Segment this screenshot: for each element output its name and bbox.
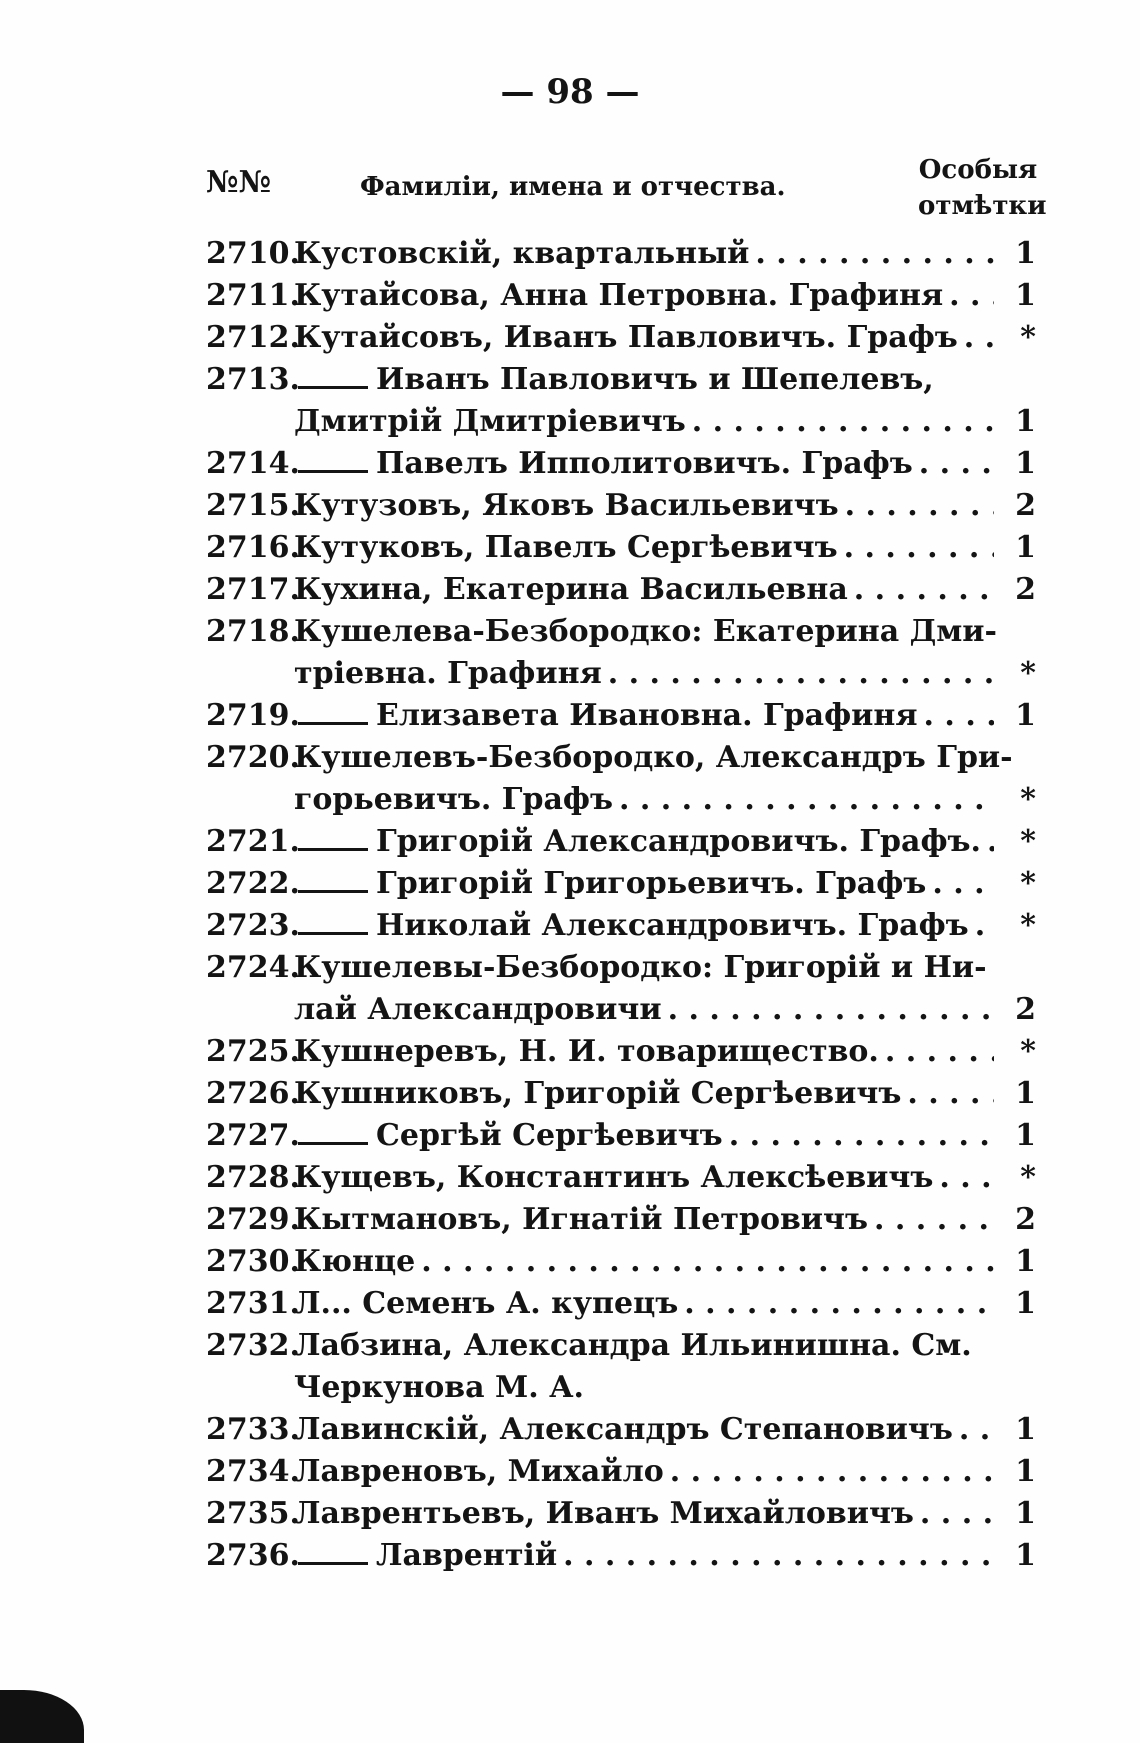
list-item: [206, 947, 1036, 1031]
entry-line: [206, 1157, 1036, 1199]
entry-line: [206, 1409, 1036, 1451]
entry-number: 2731.: [206, 1286, 300, 1321]
list-item: [206, 1241, 1036, 1283]
entry-mark: 1: [1015, 698, 1036, 733]
entry-line: [206, 443, 1036, 485]
entry-line: [206, 1031, 1036, 1073]
entry-number: 2711.: [206, 278, 300, 313]
entry-name: Кушелевы-Безбородко: Григорій и Ни-: [294, 950, 987, 985]
list-item: [206, 821, 1036, 863]
entry-line: [206, 527, 1036, 569]
leader-dots: [959, 1409, 994, 1451]
entry-name: Кюнце: [294, 1244, 416, 1279]
leader-dots: [987, 821, 994, 863]
entry-number: 2727.: [206, 1118, 300, 1153]
entry-line: [206, 695, 1036, 737]
entry-number: 2721.: [206, 824, 300, 859]
entry-name: Лабзина, Александра Ильинишна. См.: [294, 1328, 972, 1363]
entry-number: 2723.: [206, 908, 300, 943]
leader-dots: [729, 1115, 994, 1157]
entry-mark: *: [1020, 1034, 1036, 1069]
entry-mark: 1: [1015, 404, 1036, 439]
list-item: [206, 1115, 1036, 1157]
entry-line: [206, 569, 1036, 611]
entry-mark: 1: [1015, 1286, 1036, 1321]
leader-dots: [919, 443, 994, 485]
header-number-column: №№: [206, 165, 272, 200]
list-item: [206, 905, 1036, 947]
header-marks-line2: отмѣтки: [918, 191, 1047, 221]
leader-dots: [920, 1493, 994, 1535]
list-item: [206, 1535, 1036, 1577]
page-number: — 98 —: [500, 72, 640, 112]
leader-dots: [668, 989, 994, 1031]
entry-mark: 2: [1015, 572, 1036, 607]
entry-number: 2714.: [206, 446, 300, 481]
list-item: [206, 1031, 1036, 1073]
leader-dots: [924, 695, 994, 737]
entry-name: Л... Семенъ А. купецъ: [294, 1286, 679, 1321]
list-item: [206, 275, 1036, 317]
entry-number: 2728.: [206, 1160, 300, 1195]
ditto-dash: [298, 722, 368, 725]
entry-number: 2724.: [206, 950, 300, 985]
header-marks-column: [918, 152, 1047, 224]
entry-name: Лаврентій: [376, 1538, 558, 1573]
list-item: [206, 359, 1036, 443]
entry-name: Кутуковъ, Павелъ Сергѣевичъ: [294, 530, 838, 565]
entry-mark: *: [1020, 908, 1036, 943]
entry-line: [206, 1241, 1036, 1283]
entry-line: [206, 485, 1036, 527]
entry-number: 2730.: [206, 1244, 300, 1279]
entry-line: [206, 947, 1036, 989]
entry-name: Кушнеревъ, Н. И. товарищество.: [294, 1034, 879, 1069]
entry-line: [206, 1493, 1036, 1535]
entry-number: 2713.: [206, 362, 300, 397]
entry-line: [206, 989, 1036, 1031]
entry-name: Николай Александровичъ. Графъ: [376, 908, 969, 943]
entry-number: 2726.: [206, 1076, 300, 1111]
entry-number: 2733.: [206, 1412, 300, 1447]
entry-name: Лавреновъ, Михайло: [294, 1454, 664, 1489]
entry-name: Дмитрій Дмитріевичъ: [294, 404, 686, 439]
entry-name: Кутайсовъ, Иванъ Павловичъ. Графъ: [294, 320, 958, 355]
leader-dots: [949, 275, 994, 317]
entry-mark: 1: [1015, 1454, 1036, 1489]
entry-number: 2719.: [206, 698, 300, 733]
entry-line: [206, 863, 1036, 905]
scan-blot: [0, 1690, 84, 1743]
ditto-dash: [298, 1562, 368, 1565]
entry-mark: 2: [1015, 992, 1036, 1027]
list-item: [206, 1451, 1036, 1493]
ditto-dash: [298, 470, 368, 473]
list-item: [206, 1073, 1036, 1115]
leader-dots: [608, 653, 994, 695]
list-item: [206, 527, 1036, 569]
entry-mark: *: [1020, 782, 1036, 817]
entry-number: 2710.: [206, 236, 300, 271]
list-item: [206, 1283, 1036, 1325]
leader-dots: [844, 527, 994, 569]
entry-number: 2715.: [206, 488, 300, 523]
leader-dots: [619, 779, 994, 821]
entry-name: Кушниковъ, Григорій Сергѣевичъ: [294, 1076, 902, 1111]
entry-name: Кутузовъ, Яковъ Васильевичъ: [294, 488, 839, 523]
entry-number: 2729.: [206, 1202, 300, 1237]
list-item: [206, 737, 1036, 821]
list-item: [206, 443, 1036, 485]
entry-line: [206, 737, 1036, 779]
entry-name: Лаврентьевъ, Иванъ Михайловичъ: [294, 1496, 914, 1531]
entry-name: Сергѣй Сергѣевичъ: [376, 1118, 723, 1153]
entry-line: [206, 359, 1036, 401]
header-name-column: Фамиліи, имена и отчества.: [360, 172, 786, 202]
entry-name: Лавинскій, Александръ Степановичъ: [294, 1412, 953, 1447]
entry-name: Кухина, Екатерина Васильевна: [294, 572, 848, 607]
entry-number: 2722.: [206, 866, 300, 901]
entry-name: Григорій Григорьевичъ. Графъ: [376, 866, 927, 901]
entry-mark: 1: [1015, 1412, 1036, 1447]
ditto-dash: [298, 932, 368, 935]
entry-line: [206, 401, 1036, 443]
entry-name: Кушелева-Безбородко: Екатерина Дми-: [294, 614, 998, 649]
entry-mark: 1: [1015, 1496, 1036, 1531]
list-item: [206, 1409, 1036, 1451]
leader-dots: [684, 1283, 994, 1325]
entry-mark: *: [1020, 1160, 1036, 1195]
entry-line: [206, 1115, 1036, 1157]
leader-dots: [964, 317, 994, 359]
entry-number: 2720.: [206, 740, 300, 775]
entry-name: лай Александровичи: [294, 992, 662, 1027]
entry-number: 2734.: [206, 1454, 300, 1489]
leader-dots: [845, 485, 994, 527]
entry-line: [206, 317, 1036, 359]
entry-number: 2717.: [206, 572, 300, 607]
list-item: [206, 1493, 1036, 1535]
entry-mark: 1: [1015, 278, 1036, 313]
entry-name: Кущевъ, Константинъ Алексѣевичъ: [294, 1160, 934, 1195]
entry-name: Кустовскій, квартальный: [294, 236, 750, 271]
entry-name: Григорій Александровичъ. Графъ.: [376, 824, 981, 859]
entry-line: [206, 1325, 1036, 1367]
entry-number: 2725.: [206, 1034, 300, 1069]
list-item: [206, 611, 1036, 695]
entry-mark: 1: [1015, 1076, 1036, 1111]
entry-line: [206, 275, 1036, 317]
list-item: [206, 863, 1036, 905]
ditto-dash: [298, 386, 368, 389]
leader-dots: [421, 1241, 994, 1283]
leader-dots: [975, 905, 994, 947]
entry-line: [206, 1367, 1036, 1409]
list-item: [206, 485, 1036, 527]
entry-name: Елизавета Ивановна. Графиня: [376, 698, 918, 733]
entry-mark: *: [1020, 656, 1036, 691]
entry-mark: 1: [1015, 1244, 1036, 1279]
entry-line: [206, 1073, 1036, 1115]
leader-dots: [563, 1535, 994, 1577]
entry-number: 2712.: [206, 320, 300, 355]
entry-mark: 2: [1015, 488, 1036, 523]
leader-dots: [907, 1073, 994, 1115]
entry-line: [206, 233, 1036, 275]
entry-name: Кытмановъ, Игнатій Петровичъ: [294, 1202, 869, 1237]
leader-dots: [854, 569, 994, 611]
entry-line: [206, 653, 1036, 695]
entry-mark: 1: [1015, 236, 1036, 271]
entry-number: 2716.: [206, 530, 300, 565]
entry-number: 2718.: [206, 614, 300, 649]
entry-line: [206, 1283, 1036, 1325]
entry-name: Кутайсова, Анна Петровна. Графиня: [294, 278, 944, 313]
entry-line: [206, 779, 1036, 821]
entry-number: 2732.: [206, 1328, 300, 1363]
list-item: [206, 1325, 1036, 1409]
entry-number: 2735.: [206, 1496, 300, 1531]
entry-line: [206, 1535, 1036, 1577]
leader-dots: [874, 1199, 994, 1241]
entry-line: [206, 611, 1036, 653]
list-item: [206, 233, 1036, 275]
ditto-dash: [298, 1142, 368, 1145]
list-item: [206, 317, 1036, 359]
entry-name: Павелъ Ипполитовичъ. Графъ: [376, 446, 913, 481]
ditto-dash: [298, 848, 368, 851]
leader-dots: [885, 1031, 994, 1073]
header-marks-line1: Особыя: [918, 155, 1038, 185]
entry-mark: *: [1020, 866, 1036, 901]
entry-name: Иванъ Павловичъ и Шепелевъ,: [376, 362, 934, 397]
list-item: [206, 1157, 1036, 1199]
ditto-dash: [298, 890, 368, 893]
entry-line: [206, 821, 1036, 863]
entry-name: Кушелевъ-Безбородко, Александръ Гри-: [294, 740, 1013, 775]
entry-mark: 1: [1015, 530, 1036, 565]
entry-list: [206, 233, 1036, 1577]
entry-number: 2736.: [206, 1538, 300, 1573]
entry-line: [206, 1199, 1036, 1241]
entry-mark: *: [1020, 320, 1036, 355]
entry-mark: 1: [1015, 446, 1036, 481]
entry-mark: 2: [1015, 1202, 1036, 1237]
entry-mark: *: [1020, 824, 1036, 859]
entry-name: Черкунова М. А.: [294, 1370, 584, 1405]
list-item: [206, 695, 1036, 737]
entry-line: [206, 905, 1036, 947]
entry-mark: 1: [1015, 1118, 1036, 1153]
entry-name: горьевичъ. Графъ: [294, 782, 613, 817]
leader-dots: [755, 233, 994, 275]
list-item: [206, 1199, 1036, 1241]
leader-dots: [932, 863, 994, 905]
leader-dots: [939, 1157, 994, 1199]
list-item: [206, 569, 1036, 611]
entry-mark: 1: [1015, 1538, 1036, 1573]
entry-name: тріевна. Графиня: [294, 656, 602, 691]
entry-line: [206, 1451, 1036, 1493]
leader-dots: [670, 1451, 994, 1493]
leader-dots: [692, 401, 994, 443]
